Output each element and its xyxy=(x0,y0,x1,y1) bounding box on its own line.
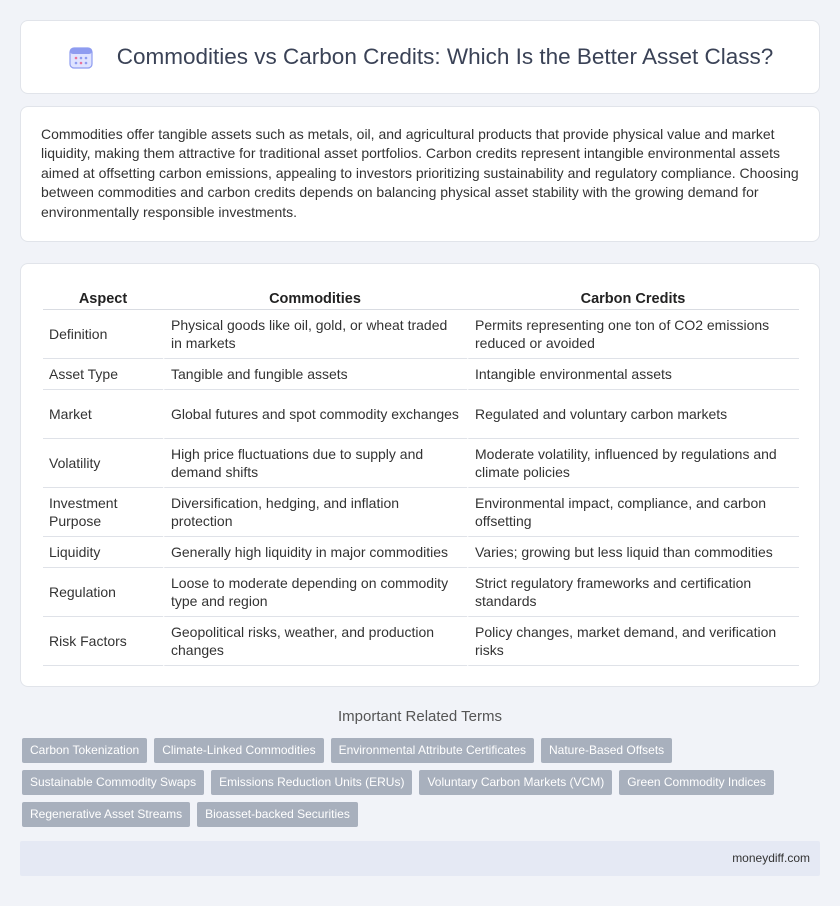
table-cell-aspect: Regulation xyxy=(43,568,163,617)
related-terms-tags xyxy=(22,738,812,834)
table-cell-aspect: Volatility xyxy=(43,439,163,488)
column-header-aspect: Aspect xyxy=(43,284,163,310)
related-term-tag[interactable]: Climate-Linked Commodities xyxy=(154,738,323,763)
table-cell-carbon-credits: Strict regulatory frameworks and certification standards xyxy=(467,568,799,617)
table-cell-carbon-credits: Varies; growing but less liquid than commodities xyxy=(467,537,799,568)
table-cell-commodities: Generally high liquidity in major commodities xyxy=(163,537,467,568)
related-term-tag[interactable]: Emissions Reduction Units (ERUs) xyxy=(211,770,412,795)
related-term-tag[interactable]: Nature-Based Offsets xyxy=(541,738,672,763)
intro-card xyxy=(20,106,820,242)
table-row xyxy=(43,568,799,617)
table-cell-carbon-credits: Moderate volatility, influenced by regulations and climate policies xyxy=(467,439,799,488)
table-cell-commodities: Physical goods like oil, gold, or wheat traded in markets xyxy=(163,310,467,359)
calendar-icon xyxy=(67,43,95,71)
related-term-tag[interactable]: Environmental Attribute Certificates xyxy=(331,738,534,763)
table-row xyxy=(43,537,799,568)
table-row xyxy=(43,439,799,488)
table-row xyxy=(43,310,799,359)
related-term-tag[interactable]: Regenerative Asset Streams xyxy=(22,802,190,827)
table-cell-commodities: Tangible and fungible assets xyxy=(163,359,467,390)
table-row xyxy=(43,488,799,537)
table-cell-carbon-credits: Regulated and voluntary carbon markets xyxy=(467,390,799,439)
table-header-row xyxy=(43,284,799,310)
related-term-tag[interactable]: Green Commodity Indices xyxy=(619,770,774,795)
footer-site-link[interactable]: moneydiff.com xyxy=(732,851,810,865)
header-card xyxy=(20,20,820,94)
column-header-commodities: Commodities xyxy=(163,284,467,310)
table-row xyxy=(43,359,799,390)
table-cell-carbon-credits: Environmental impact, compliance, and carbon offsetting xyxy=(467,488,799,537)
column-header-carbon-credits: Carbon Credits xyxy=(467,284,799,310)
table-cell-commodities: Global futures and spot commodity exchanges xyxy=(163,390,467,439)
table-cell-aspect: Investment Purpose xyxy=(43,488,163,537)
table-cell-commodities: Geopolitical risks, weather, and production changes xyxy=(163,617,467,666)
comparison-table-card xyxy=(20,263,820,687)
table-cell-carbon-credits: Policy changes, market demand, and verification risks xyxy=(467,617,799,666)
related-terms-heading: Important Related Terms xyxy=(338,708,502,725)
table-cell-aspect: Liquidity xyxy=(43,537,163,568)
footer xyxy=(20,841,820,876)
table-cell-carbon-credits: Intangible environmental assets xyxy=(467,359,799,390)
table-cell-commodities: Loose to moderate depending on commodity type and region xyxy=(163,568,467,617)
related-term-tag[interactable]: Bioasset-backed Securities xyxy=(197,802,358,827)
table-cell-commodities: Diversification, hedging, and inflation protection xyxy=(163,488,467,537)
intro-paragraph: Commodities offer tangible assets such as metals, oil, and agricultural products that provide physical value and market liquidity, making them attractive for traditional asset portfolios. Carbon credits represent intangible environmental assets aimed at offsetting carbon emissions, appealing to investors prioritizing sustainability and regulatory compliance. Choosing between commodities and carbon credits depends on balancing physical asset stability with the growing demand for environmentally responsible investments. xyxy=(41,126,799,220)
related-term-tag[interactable]: Voluntary Carbon Markets (VCM) xyxy=(419,770,612,795)
table-row xyxy=(43,617,799,666)
related-term-tag[interactable]: Sustainable Commodity Swaps xyxy=(22,770,204,795)
table-cell-commodities: High price fluctuations due to supply and demand shifts xyxy=(163,439,467,488)
table-cell-aspect: Market xyxy=(43,390,163,439)
table-row xyxy=(43,390,799,439)
page-title: Commodities vs Carbon Credits: Which Is the Better Asset Class? xyxy=(116,44,774,69)
table-cell-aspect: Asset Type xyxy=(43,359,163,390)
related-term-tag[interactable]: Carbon Tokenization xyxy=(22,738,147,763)
comparison-table xyxy=(43,284,799,666)
table-cell-carbon-credits: Permits representing one ton of CO2 emissions reduced or avoided xyxy=(467,310,799,359)
table-cell-aspect: Definition xyxy=(43,310,163,359)
table-cell-aspect: Risk Factors xyxy=(43,617,163,666)
